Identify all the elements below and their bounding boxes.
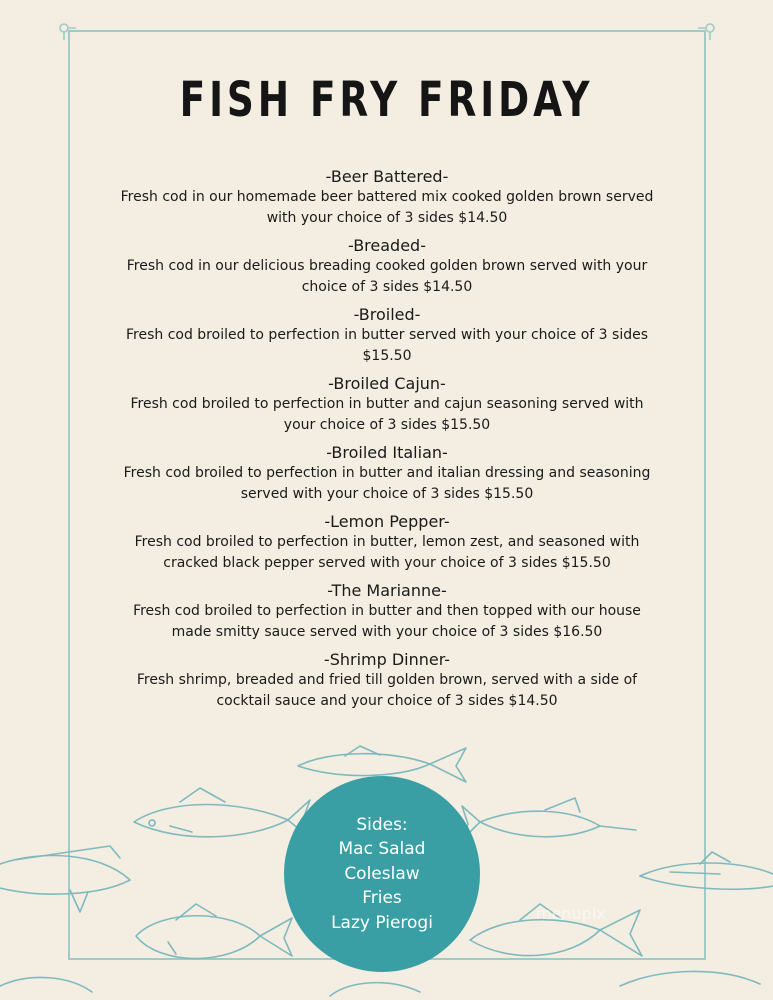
item-description-line: Fresh shrimp, breaded and fried till golden brown, served with a side of xyxy=(136,672,638,688)
item-name: -Broiled Italian- xyxy=(326,443,448,462)
item-name: -Lemon Pepper- xyxy=(324,512,450,531)
item-description-line: served with your choice of 3 sides $15.50 xyxy=(240,486,534,502)
item-description-line: cracked black pepper served with your choice of 3 sides $15.50 xyxy=(163,555,611,571)
item-name: -The Marianne- xyxy=(327,581,447,600)
item-description-line: Fresh cod broiled to perfection in butter and cajun seasoning served with xyxy=(130,396,644,412)
menu-item xyxy=(78,235,696,298)
menu-item xyxy=(78,649,696,712)
item-description-line: Fresh cod broiled to perfection in butter served with your choice of 3 sides xyxy=(125,327,649,343)
item-description-line: Fresh cod broiled to perfection in butter and then topped with our house xyxy=(133,603,641,619)
menu-item xyxy=(78,580,696,643)
item-description-line: Fresh cod broiled to perfection in butter and italian dressing and seasoning xyxy=(123,465,651,481)
menu-list xyxy=(78,166,696,718)
menu-title: FISH FRY FRIDAY xyxy=(179,72,594,128)
menu-item xyxy=(78,373,696,436)
side-item: Lazy Pierogi xyxy=(331,912,433,933)
watermark: menupix xyxy=(536,904,606,923)
menu-item xyxy=(78,166,696,229)
side-item: Fries xyxy=(362,888,402,909)
item-description-line: Fresh cod in our delicious breading cooked golden brown served with your xyxy=(126,258,648,274)
item-description-line: $15.50 xyxy=(362,348,412,364)
item-description-line: your choice of 3 sides $15.50 xyxy=(283,417,491,433)
item-description-line: choice of 3 sides $14.50 xyxy=(301,279,473,295)
item-description-line: with your choice of 3 sides $14.50 xyxy=(266,210,508,226)
item-description-line: cocktail sauce and your choice of 3 sides $14.50 xyxy=(216,693,558,709)
sides-heading: Sides: xyxy=(356,814,408,835)
menu-item xyxy=(78,304,696,367)
item-name: -Shrimp Dinner- xyxy=(323,650,451,669)
sides-circle xyxy=(284,776,480,972)
item-description-line: made smitty sauce served with your choice of 3 sides $16.50 xyxy=(171,624,603,640)
side-item: Mac Salad xyxy=(338,839,426,860)
menu-item xyxy=(78,511,696,574)
item-name: -Broiled Cajun- xyxy=(328,374,446,393)
side-item: Coleslaw xyxy=(344,863,420,884)
item-description-line: Fresh cod in our homemade beer battered mix cooked golden brown served xyxy=(120,189,654,205)
corner-flourish-icon xyxy=(58,22,76,40)
item-description-line: Fresh cod broiled to perfection in butter, lemon zest, and seasoned with xyxy=(134,534,640,550)
item-name: -Beer Battered- xyxy=(325,167,449,186)
corner-flourish-icon xyxy=(698,22,716,40)
menu-item xyxy=(78,442,696,505)
item-name: -Broiled- xyxy=(353,305,421,324)
item-name: -Breaded- xyxy=(348,236,426,255)
